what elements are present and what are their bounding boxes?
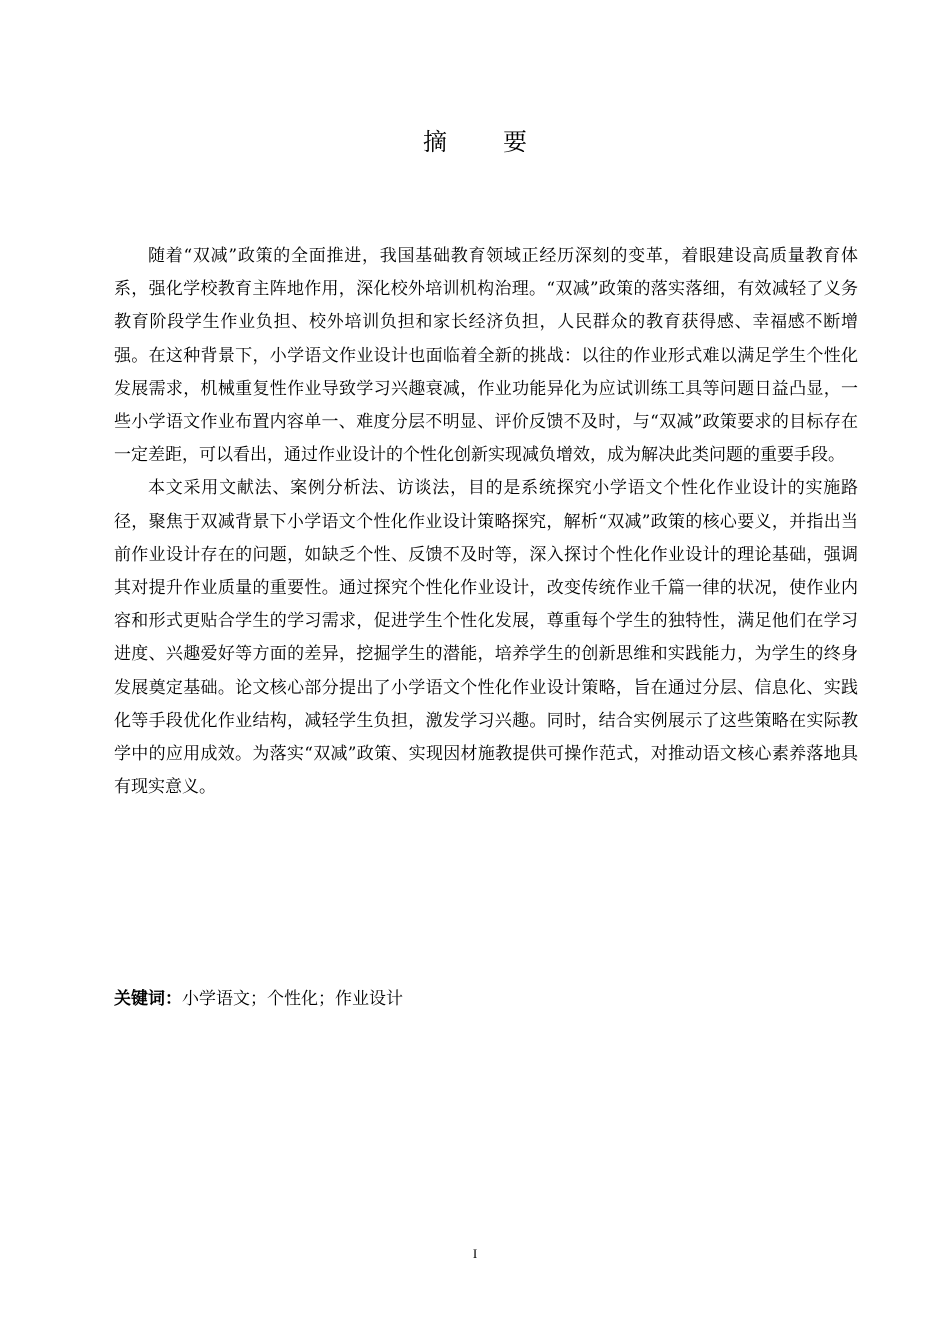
keywords-line [114, 985, 858, 1013]
keywords-text: 小学语文；个性化；作业设计 [182, 989, 403, 1009]
page-title: 摘 要 [423, 128, 543, 156]
page-number: I [472, 1246, 478, 1261]
abstract-paragraph-1: 随着“双减”政策的全面推进，我国基础教育领域正经历深刻的变革，着眼建设高质量教育体系，强化学校教育主阵地作用，深化校外培训机构治理。“双减”政策的落实落细，有效减轻了义务教育阶段学生作业负担、校外培训负担和家长经济负担，人民群众的教育获得感、幸福感不断增强。在这种背景下，小学语文作业设计也面临着全新的挑战：以往的作业形式难以满足学生个性化发展需求，机械重复性作业导致学习兴趣衰减，作业功能异化为应试训练工具等问题日益凸显，一些小学语文作业布置内容单一、难度分层不明显、评价反馈不及时，与“双减”政策要求的目标存在一定差距，可以看出，通过作业设计的个性化创新实现减负增效，成为解决此类问题的重要手段。 [114, 246, 858, 466]
abstract-paragraph-2: 本文采用文献法、案例分析法、访谈法，目的是系统探究小学语文个性化作业设计的实施路径，聚焦于双减背景下小学语文个性化作业设计策略探究，解析“双减”政策的核心要义，并指出当前作业设计存在的问题，如缺乏个性、反馈不及时等，深入探讨个性化作业设计的理论基础，强调其对提升作业质量的重要性。通过探究个性化作业设计，改变传统作业千篇一律的状况，使作业内容和形式更贴合学生的学习需求，促进学生个性化发展，尊重每个学生的独特性，满足他们在学习进度、兴趣爱好等方面的差异，挖掘学生的潜能，培养学生的创新思维和实践能力，为学生的终身发展奠定基础。论文核心部分提出了小学语文个性化作业设计策略，旨在通过分层、信息化、实践化等手段优化作业结构，减轻学生负担，激发学习兴趣。同时，结合实例展示了这些策略在实际教学中的应用成效。为落实“双减”政策、实现因材施教提供可操作范式，对推动语文核心素养落地具有现实意义。 [114, 478, 858, 798]
abstract-body [114, 240, 858, 804]
keywords-label: 关键词： [114, 989, 182, 1009]
